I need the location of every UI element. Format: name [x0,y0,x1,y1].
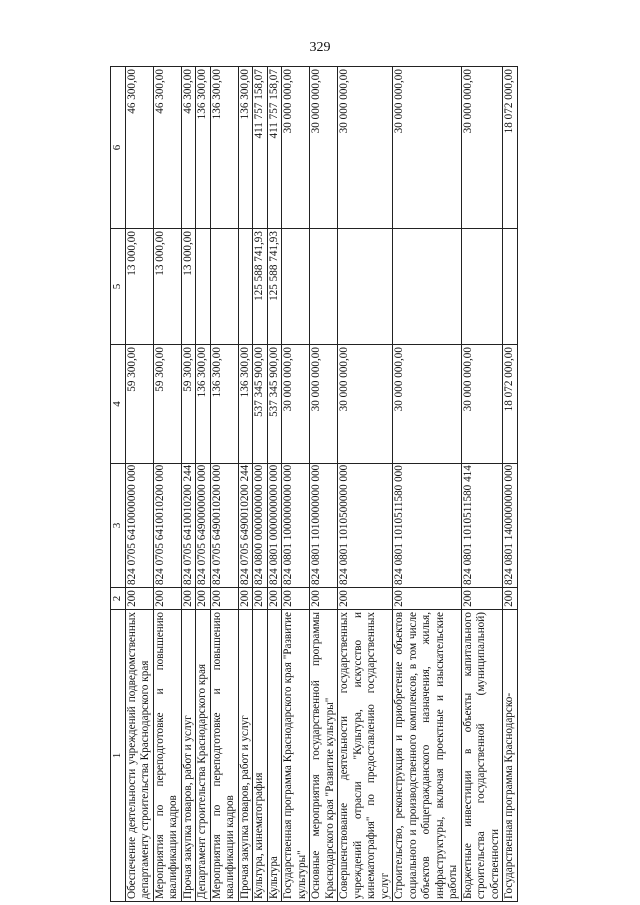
row-amount-total-cell: 59 300,00 [125,345,153,464]
row-ku-cell: 200 [196,588,211,610]
row-ku-cell: 200 [338,588,393,610]
table-row [153,67,181,902]
row-amount-total-cell: 136 300,00 [210,345,238,464]
page-number: 329 [309,40,331,55]
row-ku-cell: 200 [282,588,310,610]
row-amount-total-cell: 59 300,00 [153,345,181,464]
row-ku-cell: 200 [238,588,253,610]
row-amount-total-cell: 537 345 900,00 [267,345,282,464]
row-name-cell: Мероприятия по переподготовке и повышению квалификации кадров [153,610,181,902]
row-amount-total-cell: 59 300,00 [181,345,196,464]
table-row [393,67,462,902]
column-header: 2 [111,588,126,610]
row-amount-result-cell: 46 300,00 [181,67,196,229]
row-name-cell: Культура, кинематография [253,610,268,902]
row-amount-change-cell [210,229,238,345]
row-code-cell: 824 0801 1010511580 414 [461,464,503,588]
row-amount-change-cell [503,229,518,345]
row-name-cell: Основные мероприятия государственной программы Краснодарского края "Развитие культуры" [310,610,338,902]
row-code-cell: 824 0705 6490000000 000 [196,464,211,588]
table-row [282,67,310,902]
row-amount-total-cell: 136 300,00 [238,345,253,464]
column-header: 6 [111,67,126,229]
table-row [210,67,238,902]
row-ku-cell: 200 [125,588,153,610]
row-code-cell: 824 0801 1010000000 000 [310,464,338,588]
rotated-table-container [110,67,610,902]
row-amount-result-cell: 411 757 158,07 [267,67,282,229]
row-name-cell: Бюджетные инвестиции в объекты капитального строительства государственной (муниципальной) собственности [461,610,503,902]
row-name-cell: Мероприятия по переподготовке и повышению квалификации кадров [210,610,238,902]
column-header: 3 [111,464,126,588]
row-code-cell: 824 0705 6410010200 000 [153,464,181,588]
row-amount-total-cell: 30 000 000,00 [338,345,393,464]
row-amount-result-cell: 18 072 000,00 [503,67,518,229]
table-row [503,67,518,902]
row-amount-result-cell: 30 000 000,00 [461,67,503,229]
row-name-cell: Совершенствование деятельности государственных учреждений отрасли "Культура, искусство и кинематография" по предоставлению государственных услуг [338,610,393,902]
row-amount-change-cell [238,229,253,345]
row-name-cell: Культура [267,610,282,902]
row-amount-change-cell: 13 000,00 [125,229,153,345]
row-amount-result-cell: 30 000 000,00 [310,67,338,229]
row-ku-cell: 200 [267,588,282,610]
row-amount-change-cell: 13 000,00 [181,229,196,345]
row-code-cell: 824 0801 1400000000 000 [503,464,518,588]
row-amount-result-cell: 30 000 000,00 [393,67,462,229]
row-code-cell: 824 0801 0000000000 000 [267,464,282,588]
header-row [111,67,126,902]
row-ku-cell: 200 [153,588,181,610]
table-row [196,67,211,902]
row-amount-change-cell [310,229,338,345]
row-code-cell: 824 0705 6410010200 244 [181,464,196,588]
row-name-cell: Государственная программа Краснодарского края "Развитие культуры" [282,610,310,902]
row-code-cell: 824 0705 6490010200 000 [210,464,238,588]
table-row [181,67,196,902]
row-ku-cell: 200 [253,588,268,610]
row-name-cell: Обеспечение деятельности учреждений подведомственных департаменту строительства Краснодарского края [125,610,153,902]
row-ku-cell: 200 [310,588,338,610]
row-code-cell: 824 0801 1010500000 000 [338,464,393,588]
table-row [238,67,253,902]
column-header: 1 [111,610,126,902]
table-row [310,67,338,902]
row-amount-change-cell [461,229,503,345]
table-row [125,67,153,902]
budget-table [110,66,518,902]
row-amount-change-cell: 125 588 741,93 [253,229,268,345]
row-amount-change-cell: 125 588 741,93 [267,229,282,345]
row-ku-cell: 200 [181,588,196,610]
row-amount-total-cell: 30 000 000,00 [461,345,503,464]
row-name-cell: Государственная программа Краснодарско- [503,610,518,902]
column-header: 4 [111,345,126,464]
row-code-cell: 824 0705 6490010200 244 [238,464,253,588]
table-row [253,67,268,902]
row-amount-total-cell: 136 300,00 [196,345,211,464]
row-ku-cell: 200 [210,588,238,610]
row-code-cell: 824 0801 1010511580 000 [393,464,462,588]
row-amount-change-cell: 13 000,00 [153,229,181,345]
row-code-cell: 824 0801 1000000000 000 [282,464,310,588]
row-amount-change-cell [338,229,393,345]
row-amount-result-cell: 136 300,00 [238,67,253,229]
row-amount-result-cell: 46 300,00 [125,67,153,229]
row-amount-change-cell [393,229,462,345]
row-amount-result-cell: 30 000 000,00 [338,67,393,229]
row-code-cell: 824 0705 6410000000 000 [125,464,153,588]
row-amount-result-cell: 411 757 158,07 [253,67,268,229]
row-name-cell: Прочая закупка товаров, работ и услуг [238,610,253,902]
row-ku-cell: 200 [393,588,462,610]
row-amount-change-cell [196,229,211,345]
row-amount-result-cell: 30 000 000,00 [282,67,310,229]
column-header: 5 [111,229,126,345]
table-row [267,67,282,902]
row-name-cell: Прочая закупка товаров, работ и услуг [181,610,196,902]
row-amount-total-cell: 30 000 000,00 [393,345,462,464]
row-amount-result-cell: 136 300,00 [210,67,238,229]
row-amount-change-cell [282,229,310,345]
row-amount-total-cell: 30 000 000,00 [310,345,338,464]
row-amount-result-cell: 46 300,00 [153,67,181,229]
row-amount-result-cell: 136 300,00 [196,67,211,229]
table-row [461,67,503,902]
row-amount-total-cell: 30 000 000,00 [282,345,310,464]
row-code-cell: 824 0800 0000000000 000 [253,464,268,588]
row-name-cell: Строительство, реконструкция и приобретение объектов социального и производственного комплексов, в том числе объектов общегражданского назначения, жилья, инфраструктуры, включая проектные и изыскательские работы [393,610,462,902]
row-amount-total-cell: 537 345 900,00 [253,345,268,464]
row-amount-total-cell: 18 072 000,00 [503,345,518,464]
row-ku-cell: 200 [461,588,503,610]
row-ku-cell: 200 [503,588,518,610]
row-name-cell: Департамент строительства Краснодарского края [196,610,211,902]
table-row [338,67,393,902]
